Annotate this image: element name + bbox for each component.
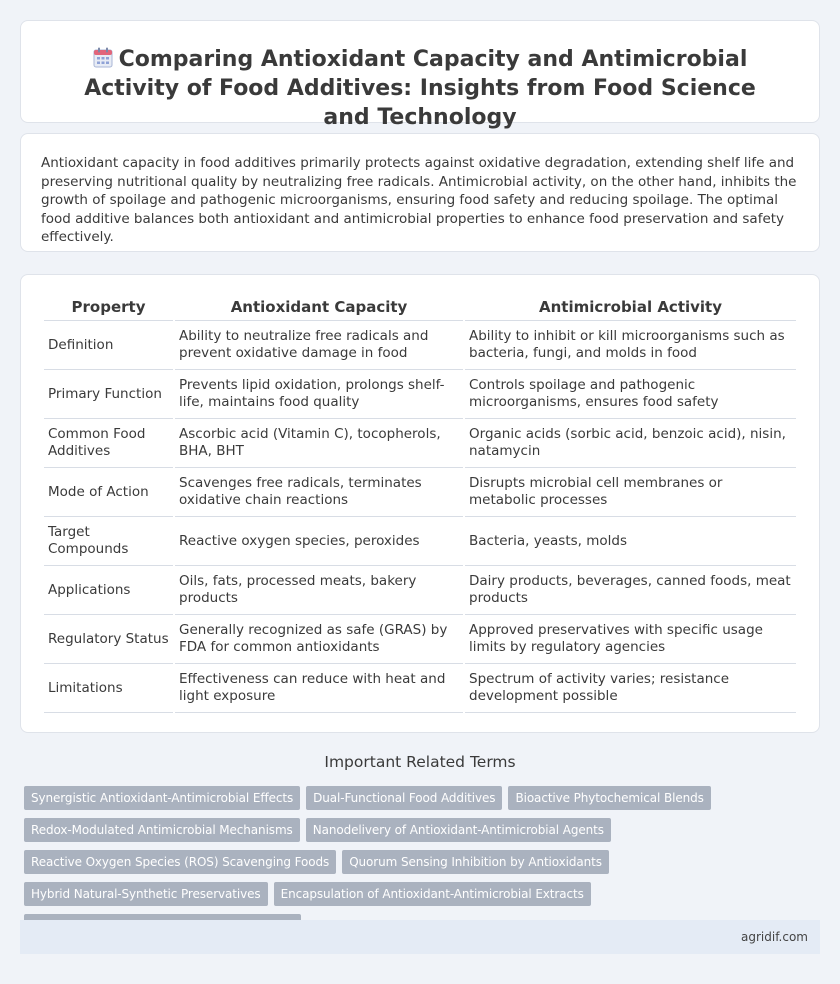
page-title: [21, 21, 819, 132]
table-cell-antimicrobial: Disrupts microbial cell membranes or metabolic processes: [465, 468, 796, 517]
related-term-tag[interactable]: Reactive Oxygen Species (ROS) Scavenging Foods: [24, 850, 336, 874]
footer-site-link[interactable]: agridif.com: [741, 930, 808, 944]
related-term-tag[interactable]: Hybrid Natural-Synthetic Preservatives: [24, 882, 268, 906]
column-header-antioxidant: Antioxidant Capacity: [175, 294, 463, 321]
table-cell-antimicrobial: Controls spoilage and pathogenic microorganisms, ensures food safety: [465, 370, 796, 419]
table-cell-antimicrobial: Dairy products, beverages, canned foods, meat products: [465, 566, 796, 615]
table-cell-property: Regulatory Status: [44, 615, 173, 664]
table-cell-antioxidant: Ability to neutralize free radicals and prevent oxidative damage in food: [175, 321, 463, 370]
related-term-tag[interactable]: Bioactive Phytochemical Blends: [508, 786, 710, 810]
table-cell-property: Primary Function: [44, 370, 173, 419]
table-row: [44, 321, 796, 370]
table-cell-antioxidant: Effectiveness can reduce with heat and light exposure: [175, 664, 463, 713]
table-header-row: [44, 294, 796, 321]
table-cell-property: Target Compounds: [44, 517, 173, 566]
summary-card: [20, 133, 820, 252]
table-cell-antimicrobial: Bacteria, yeasts, molds: [465, 517, 796, 566]
related-term-tag[interactable]: Encapsulation of Antioxidant-Antimicrobial Extracts: [274, 882, 591, 906]
comparison-table: [42, 294, 798, 713]
table-cell-antioxidant: Ascorbic acid (Vitamin C), tocopherols, BHA, BHT: [175, 419, 463, 468]
table-cell-antioxidant: Prevents lipid oxidation, prolongs shelf-life, maintains food quality: [175, 370, 463, 419]
related-term-tag[interactable]: Dual-Functional Food Additives: [306, 786, 502, 810]
related-term-tag[interactable]: Synergistic Antioxidant-Antimicrobial Effects: [24, 786, 300, 810]
table-row: [44, 370, 796, 419]
table-cell-property: Applications: [44, 566, 173, 615]
table-cell-antioxidant: Reactive oxygen species, peroxides: [175, 517, 463, 566]
related-terms-list: [24, 786, 814, 938]
table-row: [44, 566, 796, 615]
related-term-tag[interactable]: Nanodelivery of Antioxidant-Antimicrobial Agents: [306, 818, 611, 842]
table-cell-antioxidant: Scavenges free radicals, terminates oxidative chain reactions: [175, 468, 463, 517]
table-cell-property: Mode of Action: [44, 468, 173, 517]
table-cell-antimicrobial: Spectrum of activity varies; resistance development possible: [465, 664, 796, 713]
table-cell-antimicrobial: Organic acids (sorbic acid, benzoic acid), nisin, natamycin: [465, 419, 796, 468]
table-cell-antimicrobial: Approved preservatives with specific usage limits by regulatory agencies: [465, 615, 796, 664]
column-header-property: Property: [44, 294, 173, 321]
title-card: [20, 20, 820, 130]
summary-text: Antioxidant capacity in food additives primarily protects against oxidative degradation, extending shelf life and preserving nutritional quality by neutralizing free radicals. Antimicrobial activity, on the other hand, inhibits the growth of spoilage and pathogenic microorganisms, ensuring food safety and reducing spoilage. The optimal food additive balances both antioxidant and antimicrobial properties to enhance food preservation and safety effectively.: [41, 155, 797, 246]
table-row: [44, 615, 796, 664]
table-cell-property: Definition: [44, 321, 173, 370]
related-terms-heading: Important Related Terms: [324, 753, 516, 771]
table-row: [44, 468, 796, 517]
table-cell-property: Common Food Additives: [44, 419, 173, 468]
table-cell-antioxidant: Oils, fats, processed meats, bakery products: [175, 566, 463, 615]
related-term-tag[interactable]: Quorum Sensing Inhibition by Antioxidants: [342, 850, 609, 874]
table-row: [44, 419, 796, 468]
table-row: [44, 664, 796, 713]
table-row: [44, 517, 796, 566]
footer: [20, 920, 820, 954]
related-term-tag[interactable]: Redox-Modulated Antimicrobial Mechanisms: [24, 818, 300, 842]
table-cell-antioxidant: Generally recognized as safe (GRAS) by FDA for common antioxidants: [175, 615, 463, 664]
table-cell-property: Limitations: [44, 664, 173, 713]
calendar-icon: [93, 47, 113, 68]
table-cell-antimicrobial: Ability to inhibit or kill microorganisms such as bacteria, fungi, and molds in food: [465, 321, 796, 370]
comparison-table-card: [20, 274, 820, 733]
page-title-text: Comparing Antioxidant Capacity and Antimicrobial Activity of Food Additives: Insights from Food Science and Technology: [84, 47, 756, 130]
column-header-antimicrobial: Antimicrobial Activity: [465, 294, 796, 321]
